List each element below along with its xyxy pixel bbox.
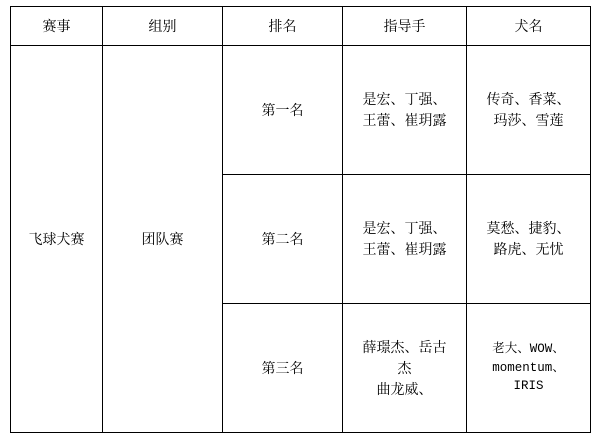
handler-line: 王蕾、崔玥露 bbox=[362, 241, 447, 257]
competition-results-table bbox=[10, 6, 591, 433]
cell-group: 团队赛 bbox=[103, 46, 223, 433]
column-header-handler: 指导手 bbox=[343, 7, 467, 46]
cell-event: 飞球犬赛 bbox=[11, 46, 103, 433]
cell-rank: 第二名 bbox=[223, 175, 343, 304]
handler-line: 曲龙威、 bbox=[376, 380, 433, 397]
table-header-row bbox=[11, 7, 591, 46]
column-header-event: 赛事 bbox=[11, 7, 103, 46]
cell-rank: 第一名 bbox=[223, 46, 343, 175]
dog-line: momentum、 bbox=[492, 360, 565, 375]
cell-dog bbox=[467, 175, 591, 304]
handler-line: 是宏、丁强、 bbox=[362, 220, 447, 236]
column-header-dog: 犬名 bbox=[467, 7, 591, 46]
cell-dog bbox=[467, 46, 591, 175]
cell-handler bbox=[343, 46, 467, 175]
dog-line: IRIS bbox=[513, 379, 544, 394]
table-row bbox=[11, 46, 591, 175]
table-head bbox=[11, 7, 591, 46]
results-sheet bbox=[0, 6, 600, 412]
dog-line: 老大、WOW、 bbox=[492, 341, 565, 356]
dog-line: 传奇、香菜、 bbox=[486, 91, 571, 107]
handler-line: 是宏、丁强、 bbox=[362, 91, 447, 107]
handler-line: 薛璟杰、岳古 bbox=[362, 338, 447, 355]
dog-line: 玛莎、雪莲 bbox=[493, 112, 564, 128]
dog-line: 路虎、无忧 bbox=[493, 241, 564, 257]
cell-dog bbox=[467, 304, 591, 433]
handler-line: 王蕾、崔玥露 bbox=[362, 112, 447, 128]
cell-handler bbox=[343, 304, 467, 433]
cell-handler bbox=[343, 175, 467, 304]
column-header-rank: 排名 bbox=[223, 7, 343, 46]
table-body bbox=[11, 46, 591, 433]
dog-line: 莫愁、捷豹、 bbox=[486, 220, 571, 236]
handler-line: 杰 bbox=[397, 359, 412, 376]
column-header-group: 组别 bbox=[103, 7, 223, 46]
cell-rank: 第三名 bbox=[223, 304, 343, 433]
